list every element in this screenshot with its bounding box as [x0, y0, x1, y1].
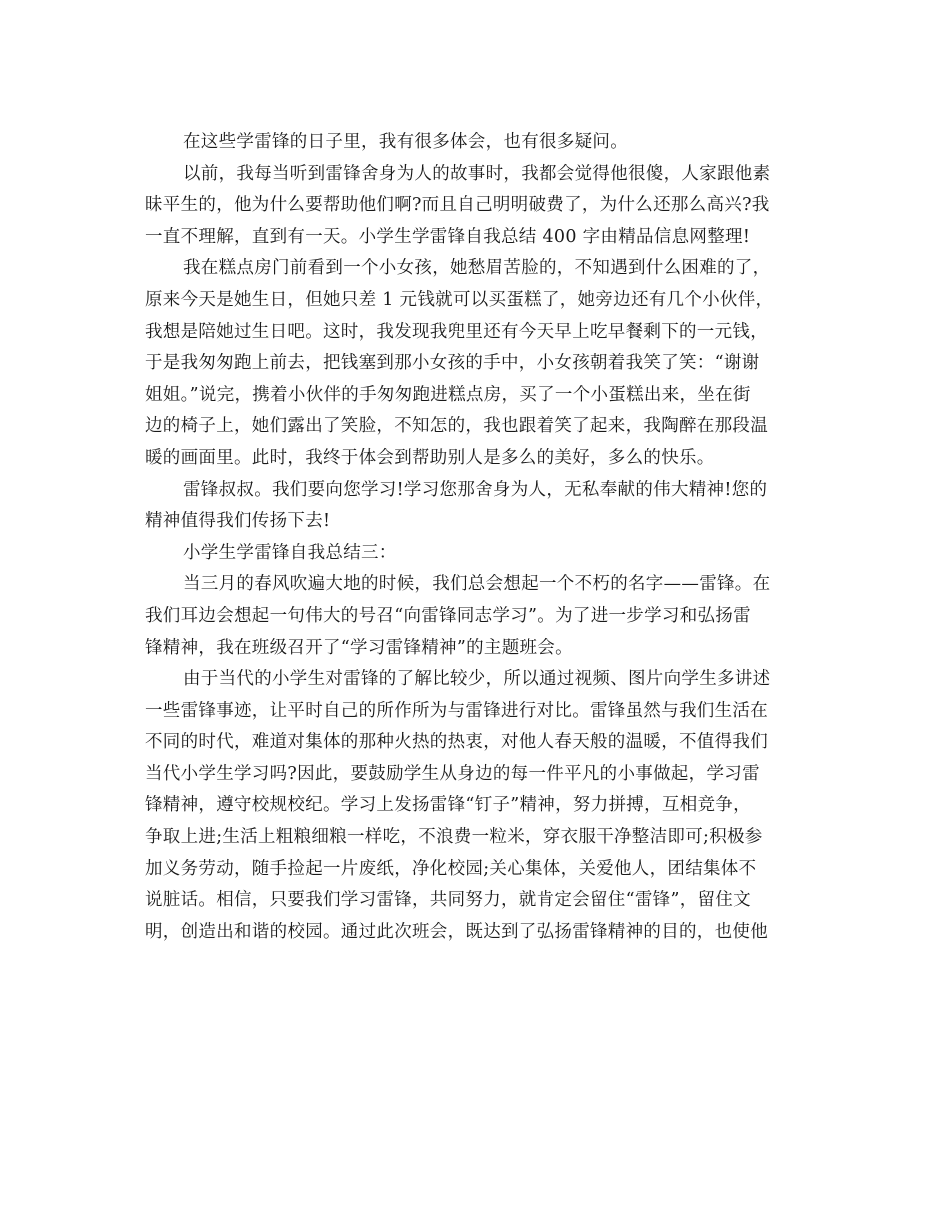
- paragraph-line: 于是我匆匆跑上前去，把钱塞到那小女孩的手中，小女孩朝着我笑了笑：“谢谢: [145, 353, 760, 374]
- paragraph-line: 以前，我每当听到雷锋舍身为人的故事时，我都会觉得他很傻，人家跟他素: [183, 163, 771, 184]
- paragraph-line: 一些雷锋事迹，让平时自己的所作所为与雷锋进行对比。雷锋虽然与我们生活在: [145, 700, 768, 721]
- paragraph-line: 我想是陪她过生日吧。这时，我发现我兜里还有今天早上吃早餐剩下的一元钱，: [145, 321, 768, 342]
- paragraph-line: 争取上进;生活上粗粮细粮一样吃，不浪费一粒米，穿衣服干净整洁即可;积极参: [145, 827, 763, 848]
- paragraph-line: 当三月的春风吹遍大地的时候，我们总会想起一个不朽的名字——雷锋。在: [183, 574, 771, 595]
- paragraph-line: 我在糕点房门前看到一个小女孩，她愁眉苦脸的，不知遇到什么困难的了，: [183, 258, 771, 279]
- paragraph-line: 加义务劳动，随手捡起一片废纸，净化校园;关心集体，关爱他人，团结集体不: [145, 858, 757, 879]
- paragraph-line: 昧平生的，他为什么要帮助他们啊?而且自己明明破费了，为什么还那么高兴?我: [145, 195, 770, 216]
- paragraph-line: 我们耳边会想起一句伟大的号召“向雷锋同志学习”。为了进一步学习和弘扬雷: [145, 605, 751, 626]
- paragraph-line: 当代小学生学习吗?因此，要鼓励学生从身边的每一件平凡的小事做起，学习雷: [145, 763, 760, 784]
- paragraph-line: 暖的画面里。此时，我终于体会到帮助别人是多么的美好，多么的快乐。: [145, 447, 715, 468]
- paragraph-line: 精神值得我们传扬下去!: [145, 511, 331, 532]
- body-text: [145, 127, 805, 948]
- paragraph-line: 雷锋叔叔。我们要向您学习!学习您那舍身为人，无私奉献的伟大精神!您的: [183, 479, 768, 500]
- section-heading: 小学生学雷锋自我总结三：: [183, 542, 397, 563]
- paragraph-line: 不同的时代，难道对集体的那种火热的热衷，对他人春天般的温暖，不值得我们: [145, 732, 768, 753]
- paragraph-line: 锋精神，我在班级召开了“学习雷锋精神”的主题班会。: [145, 637, 573, 658]
- paragraph-line: 原来今天是她生日，但她只差 1 元钱就可以买蛋糕了，她旁边还有几个小伙伴，: [145, 289, 774, 310]
- paragraph-line: 在这些学雷锋的日子里，我有很多体会，也有很多疑问。: [183, 132, 628, 152]
- paragraph-line: 一直不理解，直到有一天。小学生学雷锋自我总结 400 字由精品信息网整理!: [145, 226, 751, 247]
- paragraph-line: 由于当代的小学生对雷锋的了解比较少，所以通过视频、图片向学生多讲述: [183, 669, 771, 690]
- paragraph-line: 边的椅子上，她们露出了笑脸，不知怎的，我也跟着笑了起来，我陶醉在那段温: [145, 416, 768, 437]
- paragraph-line: 明，创造出和谐的校园。通过此次班会，既达到了弘扬雷锋精神的目的，也使他: [145, 921, 768, 942]
- paragraph-line: 锋精神，遵守校规校纪。学习上发扬雷锋“钉子”精神，努力拼搏，互相竞争，: [145, 795, 751, 816]
- paragraph-line: 姐姐。”说完，携着小伙伴的手匆匆跑进糕点房，买了一个小蛋糕出来，坐在街: [145, 384, 751, 405]
- paragraph-line: 说脏话。相信，只要我们学习雷锋，共同努力，就肯定会留住“雷锋”，留住文: [145, 890, 751, 911]
